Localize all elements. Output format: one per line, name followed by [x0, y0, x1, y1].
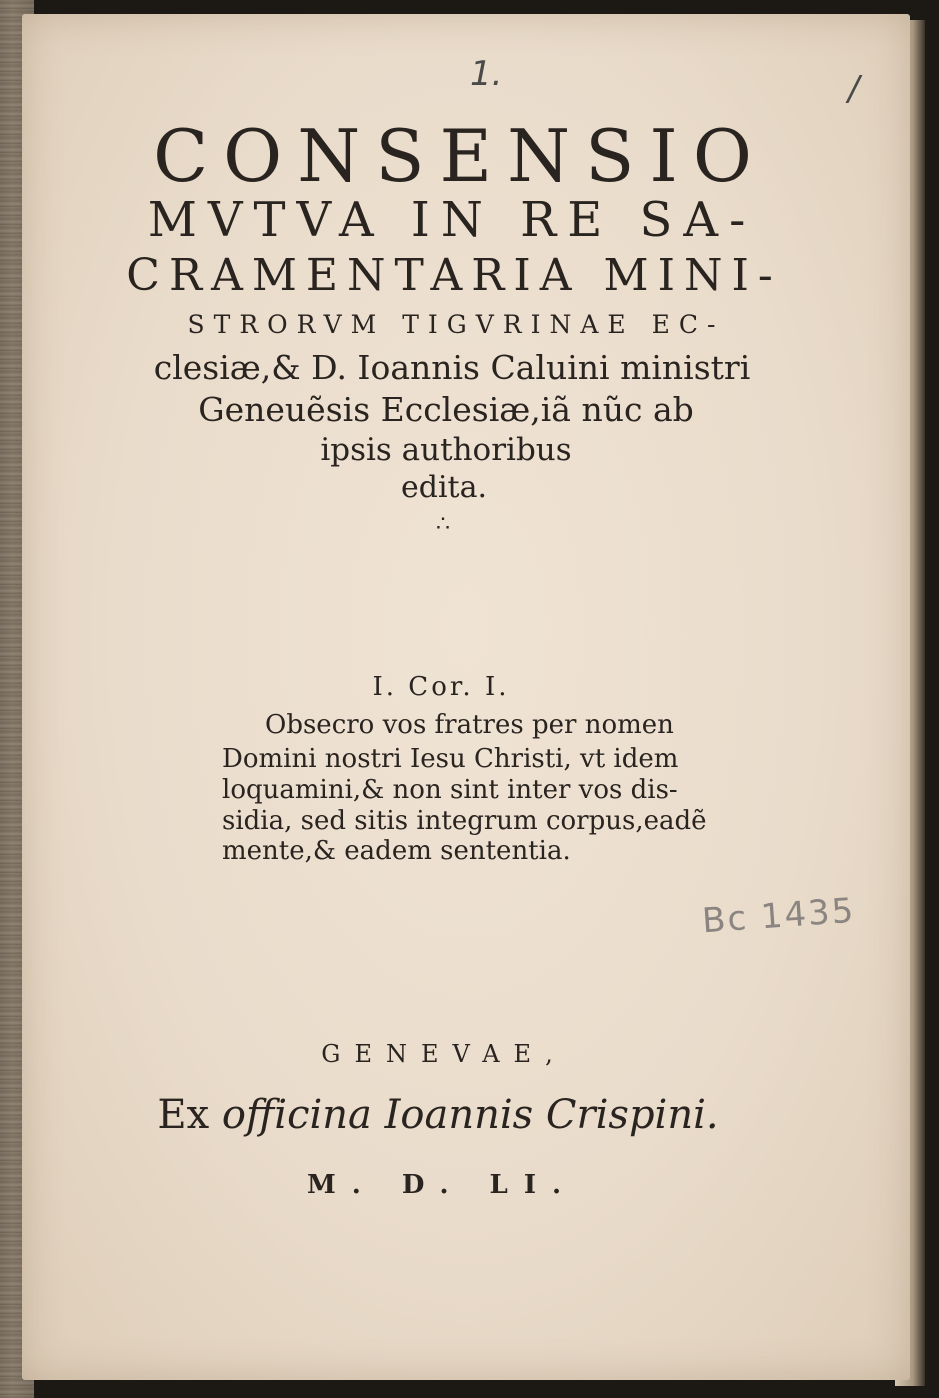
title-line-4: STRORVM TIGVRINAE EC- [187, 310, 725, 339]
imprint-printer [0, 1092, 882, 1138]
printer-italic: officina [221, 1092, 372, 1138]
epigraph-line-2: Domini nostri Iesu Christi, vt idem [222, 744, 679, 774]
shelfmark: Bc 1435 [700, 890, 857, 942]
printer-name: Ioannis Crispini. [384, 1092, 719, 1138]
title-line-7: ipsis authoribus [320, 432, 572, 468]
epigraph-line-3: loquamini,& non sint inter vos dis- [222, 775, 678, 805]
epigraph-reference: I. Cor. I. [372, 672, 510, 702]
imprint-city: GENEVAE, [321, 1040, 567, 1068]
title-line-5: clesiæ,& D. Ioannis Caluini ministri [153, 348, 751, 387]
corner-mark: / [848, 69, 860, 109]
ornament: ∴ [436, 512, 452, 537]
folio-mark: 1. [470, 54, 503, 94]
title-line-8: edita. [400, 470, 488, 505]
title-line-6: Geneuẽsis Ecclesiæ,iã nũc ab [198, 390, 694, 429]
epigraph-line-1: Obsecro vos fratres per nomen [265, 710, 674, 740]
title-page [22, 14, 910, 1380]
title-line-3: CRAMENTARIA MINI- [126, 250, 782, 301]
epigraph-line-4: sidia, sed sitis integrum corpus,eadẽ [222, 806, 707, 836]
epigraph-line-5: mente,& eadem sententia. [222, 836, 571, 866]
title-line-1: CONSENSIO [153, 114, 767, 198]
title-line-2: MVTVA IN RE SA- [147, 192, 757, 248]
imprint-year: M. D. LI. [306, 1170, 578, 1200]
printer-prefix: Ex [157, 1092, 210, 1138]
